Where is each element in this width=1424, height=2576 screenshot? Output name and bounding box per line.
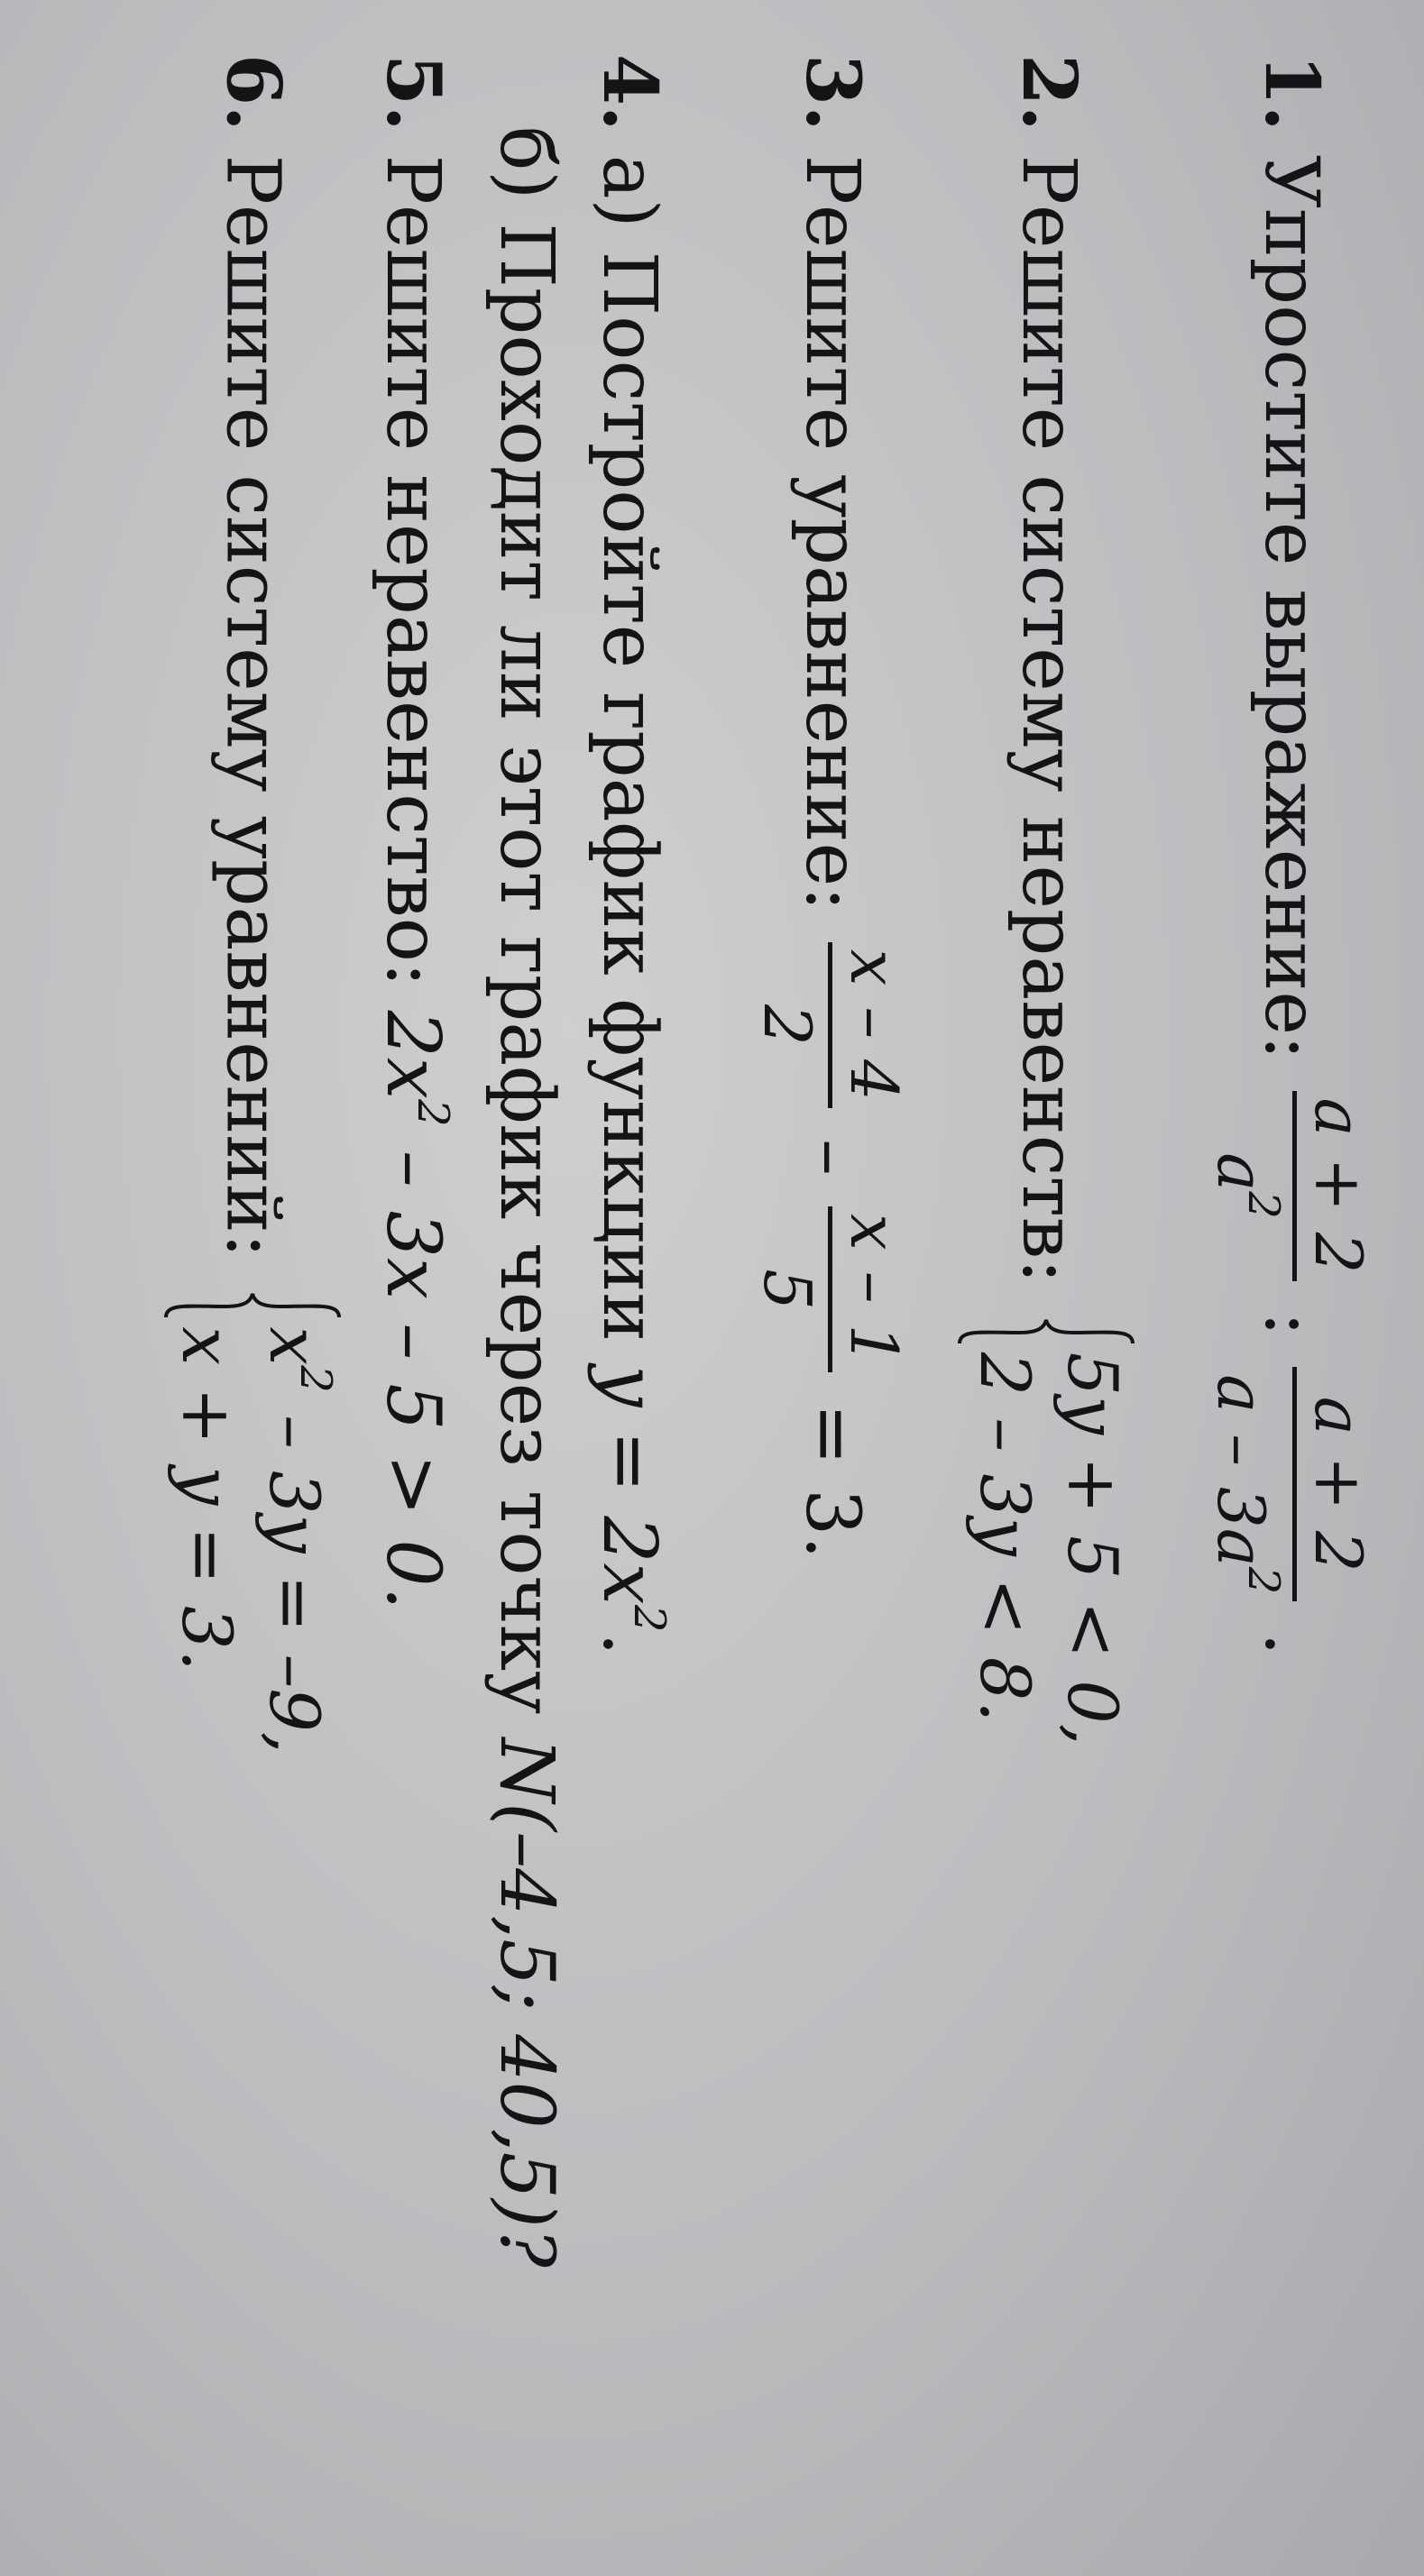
fraction-denominator: 2 <box>749 1004 825 1046</box>
equation-rest: = 3. <box>788 1403 875 1560</box>
problem-4a <box>586 54 675 1656</box>
inequality-part-a: 2x <box>370 1010 455 1100</box>
equation-system <box>162 1290 343 1754</box>
problem-6 <box>157 54 341 1754</box>
system-row-1: 5y + 5 < 0, <box>1052 1352 1133 1746</box>
system-row-2: x + y = 3. <box>166 1326 247 1672</box>
fraction-numerator: a + 2 <box>1292 1367 1373 1601</box>
problem-2 <box>955 54 1131 1746</box>
brace-icon <box>162 1290 343 1323</box>
minus-sign: – <box>788 1139 875 1177</box>
system-row-1 <box>251 1326 343 1754</box>
problem-number: 5. <box>370 54 456 132</box>
division-sign: : <box>1247 1311 1334 1337</box>
problem-number: 6. <box>209 54 297 132</box>
problem-5 <box>370 54 458 1610</box>
system-row-2: 2 – 3y < 8. <box>964 1352 1045 1723</box>
brace-icon <box>956 1316 1136 1349</box>
exponent: 2 <box>290 1365 341 1393</box>
problem-text: Упростите выражение: <box>1247 154 1334 1060</box>
problem-text: б) Проходит ли этот график через точку <box>483 126 569 1715</box>
exponent: 2 <box>624 1604 675 1633</box>
period: . <box>1247 1632 1334 1656</box>
inequality-system <box>960 1316 1136 1746</box>
fraction-2 <box>1202 1367 1376 1601</box>
fraction-2 <box>749 1206 912 1372</box>
period: . <box>586 1632 672 1656</box>
problem-text: Решите систему неравенств: <box>1006 154 1092 1284</box>
fraction-numerator: x – 1 <box>828 1206 909 1372</box>
problem-text: Решите уравнение: <box>788 154 875 912</box>
exponent: 2 <box>1237 1566 1289 1595</box>
problem-1 <box>1201 54 1376 1656</box>
fraction-numerator: a + 2 <box>1292 1091 1373 1281</box>
fraction-numerator: x – 4 <box>828 942 909 1108</box>
problem-text: Решите неравенство: <box>370 154 455 987</box>
denominator-base: a <box>1202 1152 1279 1192</box>
denominator-base: a – 3a <box>1202 1374 1279 1567</box>
inequality-part-b: – 3x – 5 > 0. <box>370 1150 455 1610</box>
problem-number: 2. <box>1006 54 1093 132</box>
problem-number: 4. <box>586 54 673 132</box>
exponent: 2 <box>1237 1191 1289 1219</box>
fraction-denominator <box>1202 1367 1292 1601</box>
fraction-denominator: 5 <box>749 1269 825 1311</box>
problem-number: 1. <box>1247 54 1335 132</box>
problem-4b <box>483 126 569 2268</box>
row-rest: – 3y = –9, <box>254 1414 335 1754</box>
problem-text: а) Постройте график функции <box>586 154 672 1343</box>
problem-text: Решите систему уравнений: <box>209 154 296 1259</box>
problem-number: 3. <box>788 54 876 132</box>
exponent: 2 <box>408 1099 458 1127</box>
point-coordinates: N(–4,5; 40,5)? <box>483 1737 569 2268</box>
function-formula: y = 2x <box>586 1365 672 1605</box>
problem-3 <box>748 54 912 1560</box>
row-term: x <box>254 1326 335 1366</box>
fraction-1 <box>1202 1091 1376 1281</box>
fraction-denominator <box>1202 1091 1292 1281</box>
fraction-1 <box>749 942 912 1108</box>
